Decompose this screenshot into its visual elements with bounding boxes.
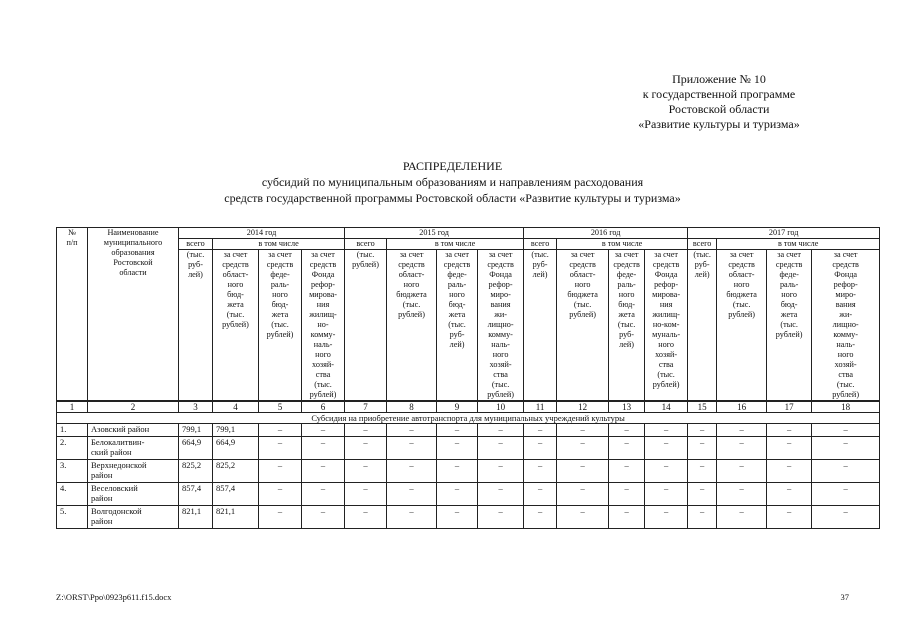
dash-cell: – — [609, 506, 645, 529]
header-total: всего — [524, 239, 557, 250]
column-number: 18 — [812, 401, 880, 413]
dash-cell: – — [717, 460, 767, 483]
table-body — [57, 424, 880, 529]
row-regional-2014: 825,2 — [213, 460, 259, 483]
dash-cell: – — [345, 424, 387, 437]
column-number-row — [57, 401, 880, 413]
header-year: 2017 год — [688, 228, 880, 239]
dash-cell: – — [609, 437, 645, 460]
dash-cell: – — [609, 483, 645, 506]
header-row-sub — [57, 250, 880, 402]
table-row — [57, 483, 880, 506]
header-sub: за счет средств област- ного бюджета (тыс. рублей) — [717, 250, 767, 402]
appendix-header — [589, 72, 849, 132]
row-regional-2014: 821,1 — [213, 506, 259, 529]
subsidy-table — [56, 227, 880, 529]
dash-cell: – — [302, 437, 345, 460]
row-name: Азовский район — [88, 424, 179, 437]
header-name: Наименование муниципального образования Ростовской области — [88, 228, 179, 402]
column-number: 6 — [302, 401, 345, 413]
header-total: всего — [688, 239, 717, 250]
dash-cell: – — [387, 424, 437, 437]
column-number: 13 — [609, 401, 645, 413]
header-sub: за счет средств област- ного бюджета (тыс. рублей) — [557, 250, 609, 402]
appendix-line: Ростовской области — [668, 102, 770, 116]
header-sub: за счет средств област- ного бюд- жета (тыс. рублей) — [213, 250, 259, 402]
header-incl: в том числе — [717, 239, 880, 250]
row-number: 4. — [57, 483, 88, 506]
dash-cell: – — [524, 483, 557, 506]
dash-cell: – — [717, 483, 767, 506]
section-row — [57, 413, 880, 424]
dash-cell: – — [557, 506, 609, 529]
dash-cell: – — [609, 460, 645, 483]
dash-cell: – — [387, 437, 437, 460]
dash-cell: – — [609, 424, 645, 437]
column-number: 11 — [524, 401, 557, 413]
header-sub: за счет средств феде- раль- ного бюд- жета (тыс. рублей) — [767, 250, 812, 402]
dash-cell: – — [259, 506, 302, 529]
dash-cell: – — [812, 506, 880, 529]
header-total: всего — [345, 239, 387, 250]
row-total-2014: 857,4 — [179, 483, 213, 506]
dash-cell: – — [302, 460, 345, 483]
dash-cell: – — [302, 506, 345, 529]
dash-cell: – — [767, 424, 812, 437]
column-number: 4 — [213, 401, 259, 413]
dash-cell: – — [387, 506, 437, 529]
header-sub: (тыс. руб- лей) — [688, 250, 717, 402]
dash-cell: – — [688, 506, 717, 529]
header-incl: в том числе — [557, 239, 688, 250]
row-regional-2014: 664,9 — [213, 437, 259, 460]
dash-cell: – — [345, 460, 387, 483]
header-sub: за счет средств феде- раль- ного бюд- жета (тыс. рублей) — [259, 250, 302, 402]
dash-cell: – — [478, 437, 524, 460]
dash-cell: – — [478, 460, 524, 483]
dash-cell: – — [767, 483, 812, 506]
dash-cell: – — [557, 437, 609, 460]
dash-cell: – — [645, 437, 688, 460]
row-number: 1. — [57, 424, 88, 437]
dash-cell: – — [259, 437, 302, 460]
title-line: средств государственной программы Ростовской области «Развитие культуры и туризма» — [224, 191, 681, 205]
table-row — [57, 460, 880, 483]
dash-cell: – — [437, 506, 478, 529]
dash-cell: – — [345, 483, 387, 506]
dash-cell: – — [345, 506, 387, 529]
column-number: 16 — [717, 401, 767, 413]
table-row — [57, 424, 880, 437]
dash-cell: – — [524, 506, 557, 529]
dash-cell: – — [259, 483, 302, 506]
header-sub: за счет средств Фонда рефор- миро- вания жи- лищно- комму- наль- ного хозяй- ства (тыс. рублей) — [478, 250, 524, 402]
dash-cell: – — [437, 437, 478, 460]
document-title — [0, 158, 905, 206]
header-incl: в том числе — [213, 239, 345, 250]
header-sub: за счет средств феде- раль- ного бюд- жета (тыс. руб- лей) — [437, 250, 478, 402]
dash-cell: – — [717, 437, 767, 460]
table-row — [57, 506, 880, 529]
dash-cell: – — [557, 460, 609, 483]
header-year: 2015 год — [345, 228, 524, 239]
header-sub: (тыс. руб- лей) — [524, 250, 557, 402]
row-number: 2. — [57, 437, 88, 460]
dash-cell: – — [812, 483, 880, 506]
dash-cell: – — [688, 437, 717, 460]
dash-cell: – — [645, 506, 688, 529]
header-sub: за счет средств област- ного бюджета (тыс. рублей) — [387, 250, 437, 402]
row-name: Волгодонской район — [88, 506, 179, 529]
dash-cell: – — [437, 483, 478, 506]
dash-cell: – — [259, 460, 302, 483]
dash-cell: – — [688, 424, 717, 437]
appendix-line: к государственной программе — [642, 87, 796, 101]
column-number: 15 — [688, 401, 717, 413]
dash-cell: – — [478, 506, 524, 529]
row-name: Веселовский район — [88, 483, 179, 506]
dash-cell: – — [767, 460, 812, 483]
column-number: 5 — [259, 401, 302, 413]
title-line: субсидий по муниципальным образованиям и направлениям расходования — [261, 175, 644, 189]
dash-cell: – — [557, 483, 609, 506]
header-year: 2014 год — [179, 228, 345, 239]
dash-cell: – — [645, 483, 688, 506]
appendix-line: «Развитие культуры и туризма» — [638, 117, 800, 131]
dash-cell: – — [302, 483, 345, 506]
header-year: 2016 год — [524, 228, 688, 239]
dash-cell: – — [688, 460, 717, 483]
dash-cell: – — [812, 460, 880, 483]
row-total-2014: 821,1 — [179, 506, 213, 529]
header-sub: за счет средств феде- раль- ного бюд- жета (тыс. руб- лей) — [609, 250, 645, 402]
row-regional-2014: 799,1 — [213, 424, 259, 437]
dash-cell: – — [302, 424, 345, 437]
dash-cell: – — [717, 424, 767, 437]
dash-cell: – — [812, 437, 880, 460]
section-title: Субсидия на приобретение автотранспорта для муниципальных учреждений культуры — [57, 413, 880, 424]
dash-cell: – — [524, 437, 557, 460]
column-number: 17 — [767, 401, 812, 413]
dash-cell: – — [345, 437, 387, 460]
row-total-2014: 825,2 — [179, 460, 213, 483]
page-number: 37 — [840, 592, 849, 602]
appendix-line: Приложение № 10 — [672, 72, 766, 86]
header-sub: за счет средств Фонда рефор- миро- вания жи- лищно- комму- наль- ного хозяй- ства (тыс. рублей) — [812, 250, 880, 402]
dash-cell: – — [717, 506, 767, 529]
dash-cell: – — [645, 460, 688, 483]
dash-cell: – — [259, 424, 302, 437]
dash-cell: – — [767, 506, 812, 529]
table-row — [57, 437, 880, 460]
dash-cell: – — [478, 483, 524, 506]
header-total: всего — [179, 239, 213, 250]
dash-cell: – — [524, 460, 557, 483]
column-number: 12 — [557, 401, 609, 413]
dash-cell: – — [524, 424, 557, 437]
header-sub: за счет средств Фонда рефор- мирова- ния жилищ- но-ком- муналь- ного хозяй- ства (тыс. рублей) — [645, 250, 688, 402]
column-number: 14 — [645, 401, 688, 413]
row-total-2014: 664,9 — [179, 437, 213, 460]
column-number: 9 — [437, 401, 478, 413]
dash-cell: – — [767, 437, 812, 460]
header-row-years — [57, 228, 880, 239]
column-number: 3 — [179, 401, 213, 413]
file-path: Z:\ORST\Ppo\0923p611.f15.docx — [56, 592, 172, 602]
column-number: 1 — [57, 401, 88, 413]
column-number: 2 — [88, 401, 179, 413]
dash-cell: – — [478, 424, 524, 437]
header-sub: за счет средств Фонда рефор- мирова- ния жилищ- но- комму- наль- ного хозяй- ства (тыс. рублей) — [302, 250, 345, 402]
dash-cell: – — [812, 424, 880, 437]
column-number: 10 — [478, 401, 524, 413]
header-sub: (тыс. руб- лей) — [179, 250, 213, 402]
row-number: 5. — [57, 506, 88, 529]
title-main: РАСПРЕДЕЛЕНИЕ — [402, 159, 503, 173]
column-number: 8 — [387, 401, 437, 413]
row-regional-2014: 857,4 — [213, 483, 259, 506]
dash-cell: – — [688, 483, 717, 506]
dash-cell: – — [557, 424, 609, 437]
column-number: 7 — [345, 401, 387, 413]
header-num: № п/п — [57, 228, 88, 402]
row-number: 3. — [57, 460, 88, 483]
dash-cell: – — [387, 460, 437, 483]
dash-cell: – — [437, 460, 478, 483]
header-row-total — [57, 239, 880, 250]
dash-cell: – — [645, 424, 688, 437]
header-sub: (тыс. рублей) — [345, 250, 387, 402]
dash-cell: – — [387, 483, 437, 506]
row-name: Белокалитвин- ский район — [88, 437, 179, 460]
header-incl: в том числе — [387, 239, 524, 250]
row-total-2014: 799,1 — [179, 424, 213, 437]
dash-cell: – — [437, 424, 478, 437]
row-name: Верхнедонской район — [88, 460, 179, 483]
